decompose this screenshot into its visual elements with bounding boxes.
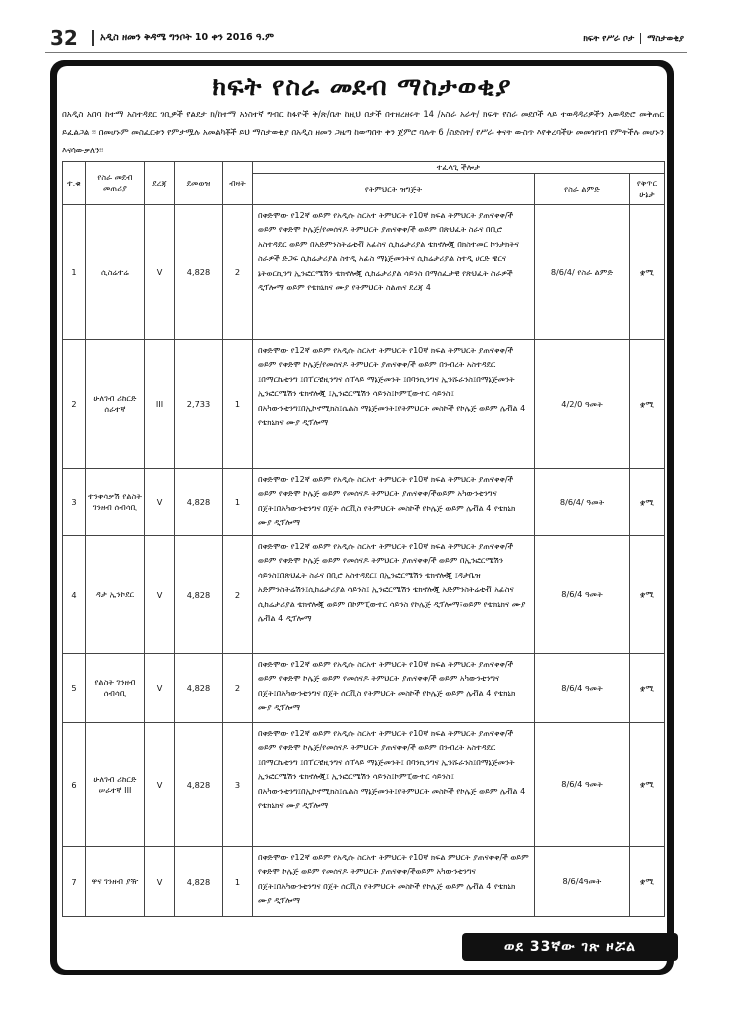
row-number: 2 (63, 340, 86, 469)
table-row (63, 847, 665, 917)
employment-type: ቋሚ (630, 654, 665, 723)
vacancy-count: 1 (223, 340, 253, 469)
vacancy-count: 2 (223, 205, 253, 340)
table-row (63, 340, 665, 469)
experience-requirement: 8/6/4/ ዓመት (535, 469, 630, 536)
salary: 4,828 (175, 654, 223, 723)
grade: V (145, 536, 175, 654)
education-requirement: በቀድሞው የ12ኛ ወይም የአዲሱ ስርአተ ትምህርት የ10ኛ ክፍል ትምህርት ያጠናቀቀ/ች ወይም የቀድሞ ኮሌጅ ወይም የመሰናዶ ትምህርት ያጠናቀቀ/ች ወይም አካውንቲንግና በጀት፤በአካውንቲንግና በጀት ሰርቪስ የትምህርት መስኮች የኮሌጅ ወይም ሌቭል 4 የቴክኒክ ሙያ ዲፕሎማ (253, 654, 535, 723)
ad-intro-paragraph: በአዲስ አበባ ከተማ አስተዳደር ገቢዎች የልደታ ክ/ከተማ አነስተኛ ግብር ከፋዮች ቅ/ጽ/ቤት ከዚህ በታች በተዘረዘሩት 14 /አስራ አራት/ ክፍት የስራ መደቦች ላይ ተወዳዳሪዎችን አወዳድሮ መቅጠር ይፈልጋል ፡፡ በመሆኑም መስፈርቱን የምታሟሉ አመልካቾች ይህ ማስታወቂያ በአዲስ ዘመን ጋዜጣ ከወጣበት ቀን ጀምሮ ባሉት 6 /ስድስት/ የሥራ ቀናት ውስጥ እየቀረባችሁ መመዝገብ የምትችሉ መሆኑን እናሳውቃለን፡፡ (62, 109, 664, 155)
experience-requirement: 8/6/4/ የስራ ልምድ (535, 205, 630, 340)
vacancy-count: 1 (223, 469, 253, 536)
row-number: 7 (63, 847, 86, 917)
position-title: ዋና ገንዘብ ያዥ (86, 847, 145, 917)
header-divider (92, 30, 94, 46)
publication-dateline: አዲስ ዘመን ቅዳሜ ግንቦት 10 ቀን 2016 ዓ.ም (100, 32, 274, 43)
education-requirement: በቀድሞው የ12ኛ ወይም የአዲሱ ስርአተ ትምህርት የ10ኛ ክፍል ትምህርት ያጠናቀቀ/ች ወይም የቀድሞ ኮሌጅ ወይም የመሰናዶ ትምህርት ያጠናቀቀ/ች ወይም በኢንፎርሜሽን ሳይንስ፤በጽህፈት ስራና በቢሮ አስተዳደር፤ በኢንፎርሜሽን ቴክኖሎጂ ፤ዳታቤዝ አድምንስትሬሽን፤ሲከሬታሪያል ሳይንስ፤ ኢንፎርሜሽን ቴክኖሎጂ አድምንስትሬቲቭ አፊስና ሲከሬታሪያል ቴክኖሎጂ ወይም በኮምፒውተር ሳይንስ የኮሌጅ ዲፕሎማ፣ወይም የቴክኒክና ሙያ ሌቭል 4 ዲፕሎማ (253, 536, 535, 654)
ad-title: ክፍት የስራ መደብ ማስታወቂያ (212, 72, 512, 101)
col-header-count: ብዛት (223, 162, 253, 205)
grade: III (145, 340, 175, 469)
grade: V (145, 469, 175, 536)
col-header-no: ተ.ቁ (63, 162, 86, 205)
vacancy-count: 2 (223, 536, 253, 654)
row-number: 1 (63, 205, 86, 340)
grade: V (145, 654, 175, 723)
col-header-position: የስራ መደብ መጠሪያ (86, 162, 145, 205)
position-title: ሲስሬተሬ (86, 205, 145, 340)
position-title: ሁለገብ ሪከርድ ሠራተኛ III (86, 723, 145, 847)
section-category: ማስታወቂያ (647, 34, 684, 44)
continued-on-page-33-banner: ወደ 33ኛው ገጽ ዞሯል (462, 933, 678, 961)
education-requirement: በቀድሞው የ12ኛ ወይም የአዲሱ ስርአተ ትምህርት የ10ኛ ክፍል ትምህርት ያጠናቀቀ/ች ወይም የቀድሞ ኮሌጅ/የመሰናዶ ትምህርት ያጠናቀቀ/ች ወይም በንብረት አስተዳደር ፤በማርኬቲንግ ፤በፐርቼዚንግና ሰፐላይ ማኔጅመንት፤ በባንኪንግና ኢንሹራንስ፤በማኔጅመንት ኢንፎርሜሽን ቴክኖሎጂ፤ ኢንፎርሜሽን ሳይንስ፤ኮምፒውተር ሳይንስ፤ በአካውንቲንግ፤በኢኮኖሚክስ፤ሴልስ ማኔጅመንት፤የትምህርት መስኮች የኮሌጅ ወይም ሌቭል 4 የቴክኒክና ሙያ ዲፕሎማ (253, 723, 535, 847)
salary: 4,828 (175, 847, 223, 917)
employment-type: ቋሚ (630, 847, 665, 917)
table-row (63, 205, 665, 340)
experience-requirement: 8/6/4 ዓመት (535, 723, 630, 847)
education-requirement: በቀድሞው የ12ኛ ወይም የአዲሱ ስርአተ ትምህርት የ10ኛ ክፍል ምህርት ያጠናቀቀ/ች ወይም የቀድሞ ኮሌጅ ወይም የመሰናዶ ትምህርት ያጠናቀቀ/ችወይም አካውንቲንግና በጀት፤በአካውንቲንግና በጀት ሰርቪስ የትምህርት መስኮች የኮሌጅ ወይም ሌቭል 4 የቴክኒክ ሙያ ዲፕሎማ (253, 847, 535, 917)
col-header-employment: የቅጥር ሁኔታ (630, 174, 665, 205)
salary: 2,733 (175, 340, 223, 469)
vacancy-count: 2 (223, 654, 253, 723)
experience-requirement: 8/6/4 ዓመት (535, 536, 630, 654)
row-number: 4 (63, 536, 86, 654)
education-requirement: በቀድሞው የ12ኛ ወይም የአዲሱ ስርአተ ትምህርት የ10ኛ ክፍል ትምህርት ያጠናቀቀ/ች ወይም የቀድሞ ኮሌጅ/የመሰናዶ ትምህርት ያጠናቀቀ/ች ወይም በጽህፈት ስራና በቢሮ አስተዳደር ወይም በአድምንስትሬቲቭ አፊስና ሲከሬታሪያል ቴክኖሎጂ በክስተመር ኮንታክትና ስራዎች ድጋፍ ሲከሬታሪያል ስተዲ አፊስ ማኔጅመንትና ሲከሬታሪያል ስተዲ ሀርድ ዌርና ኔትወርኪንግ ኢንፎርሜሽን ቴክኖሎጂ ሲከሬታሪያል ሳይንስ በማሰፈታዊ የጽህፈት ስራዎች ዲፕሎማ ወይም የቴክኒክና ሙያ የትምህርት ስልጠና ደረጃ 4 (253, 205, 535, 340)
salary: 4,828 (175, 205, 223, 340)
salary: 4,828 (175, 723, 223, 847)
experience-requirement: 8/6/4 ዓመት (535, 654, 630, 723)
section-name: ክፍት የሥራ ቦታ (583, 34, 635, 44)
row-number: 3 (63, 469, 86, 536)
salary: 4,828 (175, 469, 223, 536)
position-title: የልስት ገንዘብ ሰብሳቢ (86, 654, 145, 723)
experience-requirement: 4/2/0 ዓመት (535, 340, 630, 469)
col-header-salary: ደመወዝ (175, 162, 223, 205)
table-row (63, 536, 665, 654)
vacancy-count: 3 (223, 723, 253, 847)
section-label (583, 33, 684, 44)
col-header-education: የትምህርት ዝግጅት (253, 174, 535, 205)
vacancy-count: 1 (223, 847, 253, 917)
table-row (63, 469, 665, 536)
table-row (63, 723, 665, 847)
employment-type: ቋሚ (630, 205, 665, 340)
salary: 4,828 (175, 536, 223, 654)
col-header-requirements: ተፈላጊ ችሎታ (253, 162, 665, 174)
row-number: 5 (63, 654, 86, 723)
employment-type: ቋሚ (630, 340, 665, 469)
position-title: ሁለገብ ሪከርድ ሰራተኛ (86, 340, 145, 469)
position-title: ዳታ ኢንኮደር (86, 536, 145, 654)
page-header (42, 26, 692, 50)
position-title: ተንቀሳቃሽ የልስት ገንዘብ ሰብሳቢ (86, 469, 145, 536)
page-number: 32 (50, 26, 78, 50)
col-header-grade: ደረጃ (145, 162, 175, 205)
vacancy-table (62, 161, 665, 917)
grade: V (145, 205, 175, 340)
grade: V (145, 847, 175, 917)
employment-type: ቋሚ (630, 536, 665, 654)
education-requirement: በቀድሞው የ12ኛ ወይም የአዲሱ ስርአተ ትምህርት የ10ኛ ክፍል ትምህርት ያጠናቀቀ/ች ወይም የቀድሞ ኮሌጅ/የመሰናዶ ትምህርት ያጠናቀቀ/ች ወይም በንብረት አስተዳደር ፤በማርኬቲንግ ፤በፐርቼዚንግና ሰፐላይ ማኔጅመንት ፤በባንኪንግና ኢንሹራንስ፤በማኔጅመንት ኢንፎርሜሽን ቴክኖሎጂ ፤ኢንፎርሜሽን ሳይንስ፤ኮምፒውተር ሳይንስ፤ በአካውንቲንግ፤በኢኮኖሚክስ፤ሴልስ ማኔጅመንት፤የትምህርት መስኮች የኮሌጅ ወይም ሌቭል 4 የቴክኒክና ሙያ ዲፕሎማ (253, 340, 535, 469)
experience-requirement: 8/6/4ዓመት (535, 847, 630, 917)
employment-type: ቋሚ (630, 723, 665, 847)
table-row (63, 654, 665, 723)
employment-type: ቋሚ (630, 469, 665, 536)
section-divider (640, 33, 641, 44)
grade: V (145, 723, 175, 847)
header-rule (45, 52, 687, 53)
row-number: 6 (63, 723, 86, 847)
education-requirement: በቀድሞው የ12ኛ ወይም የአዲሱ ስርአተ ትምህርት የ10ኛ ክፍል ትምህርት ያጠናቀቀ/ች ወይም የቀድሞ ኮሌጅ ወይም የመሰናዶ ትምህርት ያጠናቀቀ/ችወይም አካውንቲንግና በጀት፤በአካውንቲንግና በጀት ሰርቪስ የትምህርት መስኮች የኮሌጅ ወይም ሌቭል 4 የቴክኒክ ሙያ ዲፕሎማ (253, 469, 535, 536)
col-header-experience: የስራ ልምድ (535, 174, 630, 205)
